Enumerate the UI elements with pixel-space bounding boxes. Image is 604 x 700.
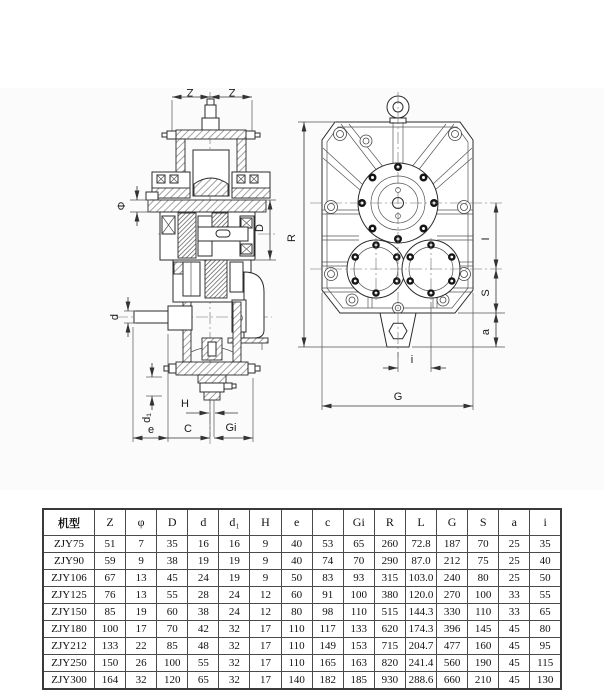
value-cell: 315 bbox=[374, 570, 405, 587]
dim-label-i: i bbox=[410, 354, 414, 366]
value-cell: 164 bbox=[95, 672, 126, 690]
bolt bbox=[360, 135, 372, 147]
value-cell: 51 bbox=[95, 536, 126, 553]
column-header: Gi bbox=[343, 509, 374, 536]
model-cell: ZJY90 bbox=[43, 553, 95, 570]
value-cell: 12 bbox=[250, 604, 281, 621]
dim-label-D: D bbox=[254, 224, 266, 232]
column-header: e bbox=[281, 509, 312, 536]
value-cell: 110 bbox=[281, 638, 312, 655]
column-header: L bbox=[405, 509, 436, 536]
column-header: a bbox=[499, 509, 530, 536]
value-cell: 19 bbox=[126, 604, 157, 621]
value-cell: 212 bbox=[437, 553, 468, 570]
value-cell: 115 bbox=[530, 655, 561, 672]
value-cell: 330 bbox=[437, 604, 468, 621]
value-cell: 150 bbox=[95, 655, 126, 672]
table-row bbox=[43, 536, 561, 553]
dim-label-phi: Φ bbox=[116, 201, 128, 211]
value-cell: 660 bbox=[437, 672, 468, 690]
value-cell: 24 bbox=[219, 587, 250, 604]
value-cell: 13 bbox=[126, 570, 157, 587]
value-cell: 98 bbox=[312, 604, 343, 621]
column-header: R bbox=[374, 509, 405, 536]
value-cell: 65 bbox=[343, 536, 374, 553]
value-cell: 53 bbox=[312, 536, 343, 553]
value-cell: 70 bbox=[157, 621, 188, 638]
value-cell: 48 bbox=[188, 638, 219, 655]
value-cell: 55 bbox=[157, 587, 188, 604]
value-cell: 396 bbox=[437, 621, 468, 638]
table-row bbox=[43, 587, 561, 604]
value-cell: 149 bbox=[312, 638, 343, 655]
bolt bbox=[334, 128, 347, 141]
table-row bbox=[43, 638, 561, 655]
value-cell: 91 bbox=[312, 587, 343, 604]
value-cell: 60 bbox=[157, 604, 188, 621]
model-cell: ZJY150 bbox=[43, 604, 95, 621]
dim-label-e: e bbox=[147, 424, 155, 436]
dim-label-G: G bbox=[393, 391, 403, 403]
column-header: c bbox=[312, 509, 343, 536]
value-cell: 7 bbox=[126, 536, 157, 553]
value-cell: 13 bbox=[126, 587, 157, 604]
dim-label-d1: d₁ bbox=[141, 413, 153, 423]
value-cell: 45 bbox=[499, 655, 530, 672]
column-header: d₁ bbox=[219, 509, 250, 536]
value-cell: 204.7 bbox=[405, 638, 436, 655]
dim-label-C: C bbox=[184, 423, 192, 435]
value-cell: 19 bbox=[188, 553, 219, 570]
value-cell: 95 bbox=[530, 638, 561, 655]
column-header: D bbox=[157, 509, 188, 536]
bolt bbox=[325, 268, 338, 281]
value-cell: 17 bbox=[250, 655, 281, 672]
value-cell: 50 bbox=[281, 570, 312, 587]
value-cell: 117 bbox=[312, 621, 343, 638]
value-cell: 38 bbox=[157, 553, 188, 570]
table-header-row bbox=[43, 509, 561, 536]
table-row bbox=[43, 672, 561, 690]
value-cell: 85 bbox=[95, 604, 126, 621]
value-cell: 153 bbox=[343, 638, 374, 655]
column-header: G bbox=[437, 509, 468, 536]
value-cell: 190 bbox=[468, 655, 499, 672]
value-cell: 100 bbox=[95, 621, 126, 638]
column-header: Z bbox=[95, 509, 126, 536]
value-cell: 17 bbox=[126, 621, 157, 638]
value-cell: 72.8 bbox=[405, 536, 436, 553]
value-cell: 28 bbox=[188, 587, 219, 604]
value-cell: 16 bbox=[219, 536, 250, 553]
value-cell: 9 bbox=[250, 536, 281, 553]
value-cell: 25 bbox=[499, 570, 530, 587]
value-cell: 35 bbox=[157, 536, 188, 553]
value-cell: 182 bbox=[312, 672, 343, 690]
value-cell: 288.6 bbox=[405, 672, 436, 690]
value-cell: 120 bbox=[157, 672, 188, 690]
value-cell: 820 bbox=[374, 655, 405, 672]
value-cell: 55 bbox=[188, 655, 219, 672]
value-cell: 32 bbox=[219, 621, 250, 638]
dim-label-S: S bbox=[480, 289, 492, 297]
value-cell: 163 bbox=[343, 655, 374, 672]
value-cell: 120.0 bbox=[405, 587, 436, 604]
value-cell: 26 bbox=[126, 655, 157, 672]
value-cell: 133 bbox=[343, 621, 374, 638]
value-cell: 241.4 bbox=[405, 655, 436, 672]
dim-label-a: a bbox=[480, 328, 492, 336]
value-cell: 50 bbox=[530, 570, 561, 587]
value-cell: 65 bbox=[188, 672, 219, 690]
dim-label-I: I bbox=[480, 237, 492, 241]
value-cell: 45 bbox=[157, 570, 188, 587]
value-cell: 80 bbox=[530, 621, 561, 638]
value-cell: 85 bbox=[157, 638, 188, 655]
value-cell: 620 bbox=[374, 621, 405, 638]
value-cell: 33 bbox=[499, 587, 530, 604]
value-cell: 70 bbox=[468, 536, 499, 553]
value-cell: 70 bbox=[343, 553, 374, 570]
value-cell: 103.0 bbox=[405, 570, 436, 587]
table-row bbox=[43, 621, 561, 638]
model-cell: ZJY250 bbox=[43, 655, 95, 672]
value-cell: 67 bbox=[95, 570, 126, 587]
value-cell: 76 bbox=[95, 587, 126, 604]
model-cell: ZJY106 bbox=[43, 570, 95, 587]
table-row bbox=[43, 570, 561, 587]
dim-label-z-right: Z bbox=[228, 86, 236, 98]
model-cell: ZJY75 bbox=[43, 536, 95, 553]
value-cell: 185 bbox=[343, 672, 374, 690]
value-cell: 32 bbox=[126, 672, 157, 690]
column-header-model: 机型 bbox=[43, 509, 95, 536]
bolt bbox=[346, 294, 358, 306]
dim-label-H: H bbox=[181, 398, 189, 410]
bottom-flange bbox=[164, 362, 260, 375]
value-cell: 110 bbox=[468, 604, 499, 621]
value-cell: 260 bbox=[374, 536, 405, 553]
value-cell: 24 bbox=[188, 570, 219, 587]
value-cell: 40 bbox=[281, 536, 312, 553]
table-row bbox=[43, 553, 561, 570]
value-cell: 174.3 bbox=[405, 621, 436, 638]
value-cell: 144.3 bbox=[405, 604, 436, 621]
model-cell: ZJY300 bbox=[43, 672, 95, 690]
value-cell: 80 bbox=[468, 570, 499, 587]
value-cell: 19 bbox=[219, 570, 250, 587]
value-cell: 35 bbox=[530, 536, 561, 553]
bolt bbox=[458, 201, 471, 214]
value-cell: 715 bbox=[374, 638, 405, 655]
value-cell: 55 bbox=[530, 587, 561, 604]
value-cell: 270 bbox=[437, 587, 468, 604]
value-cell: 32 bbox=[219, 672, 250, 690]
value-cell: 17 bbox=[250, 621, 281, 638]
value-cell: 74 bbox=[312, 553, 343, 570]
value-cell: 160 bbox=[468, 638, 499, 655]
value-cell: 290 bbox=[374, 553, 405, 570]
value-cell: 42 bbox=[188, 621, 219, 638]
value-cell: 22 bbox=[126, 638, 157, 655]
value-cell: 32 bbox=[219, 655, 250, 672]
value-cell: 60 bbox=[281, 587, 312, 604]
column-header: d bbox=[188, 509, 219, 536]
value-cell: 515 bbox=[374, 604, 405, 621]
value-cell: 100 bbox=[343, 587, 374, 604]
spec-table bbox=[42, 508, 562, 690]
value-cell: 930 bbox=[374, 672, 405, 690]
value-cell: 165 bbox=[312, 655, 343, 672]
drawing-background bbox=[0, 88, 604, 490]
value-cell: 83 bbox=[312, 570, 343, 587]
value-cell: 12 bbox=[250, 587, 281, 604]
value-cell: 45 bbox=[499, 672, 530, 690]
value-cell: 40 bbox=[281, 553, 312, 570]
model-cell: ZJY180 bbox=[43, 621, 95, 638]
value-cell: 25 bbox=[499, 536, 530, 553]
column-header: φ bbox=[126, 509, 157, 536]
bolt bbox=[325, 201, 338, 214]
value-cell: 45 bbox=[499, 621, 530, 638]
value-cell: 110 bbox=[281, 655, 312, 672]
value-cell: 210 bbox=[468, 672, 499, 690]
value-cell: 38 bbox=[188, 604, 219, 621]
value-cell: 40 bbox=[530, 553, 561, 570]
table-row bbox=[43, 604, 561, 621]
column-header: H bbox=[250, 509, 281, 536]
value-cell: 45 bbox=[499, 638, 530, 655]
dim-label-R: R bbox=[286, 234, 298, 242]
model-cell: ZJY125 bbox=[43, 587, 95, 604]
value-cell: 140 bbox=[281, 672, 312, 690]
lower-mid-body bbox=[173, 260, 251, 302]
value-cell: 59 bbox=[95, 553, 126, 570]
value-cell: 9 bbox=[126, 553, 157, 570]
value-cell: 477 bbox=[437, 638, 468, 655]
value-cell: 110 bbox=[343, 604, 374, 621]
value-cell: 93 bbox=[343, 570, 374, 587]
value-cell: 145 bbox=[468, 621, 499, 638]
value-cell: 25 bbox=[499, 553, 530, 570]
bearing-block-right bbox=[232, 172, 270, 198]
model-cell: ZJY212 bbox=[43, 638, 95, 655]
value-cell: 100 bbox=[468, 587, 499, 604]
value-cell: 65 bbox=[530, 604, 561, 621]
column-header: S bbox=[468, 509, 499, 536]
value-cell: 33 bbox=[499, 604, 530, 621]
value-cell: 133 bbox=[95, 638, 126, 655]
value-cell: 130 bbox=[530, 672, 561, 690]
value-cell: 240 bbox=[437, 570, 468, 587]
value-cell: 24 bbox=[219, 604, 250, 621]
value-cell: 87.0 bbox=[405, 553, 436, 570]
bolt bbox=[449, 128, 462, 141]
value-cell: 17 bbox=[250, 672, 281, 690]
dim-label-Gi: Gi bbox=[225, 422, 237, 434]
dim-label-d: d bbox=[109, 313, 121, 321]
table-row bbox=[43, 655, 561, 672]
value-cell: 187 bbox=[437, 536, 468, 553]
value-cell: 16 bbox=[188, 536, 219, 553]
value-cell: 380 bbox=[374, 587, 405, 604]
column-header: i bbox=[530, 509, 561, 536]
value-cell: 100 bbox=[157, 655, 188, 672]
mid-body bbox=[160, 212, 255, 260]
value-cell: 560 bbox=[437, 655, 468, 672]
value-cell: 9 bbox=[250, 570, 281, 587]
value-cell: 17 bbox=[250, 638, 281, 655]
value-cell: 80 bbox=[281, 604, 312, 621]
value-cell: 19 bbox=[219, 553, 250, 570]
value-cell: 75 bbox=[468, 553, 499, 570]
value-cell: 32 bbox=[219, 638, 250, 655]
dim-label-z-left: Z bbox=[186, 86, 194, 98]
value-cell: 9 bbox=[250, 553, 281, 570]
value-cell: 110 bbox=[281, 621, 312, 638]
